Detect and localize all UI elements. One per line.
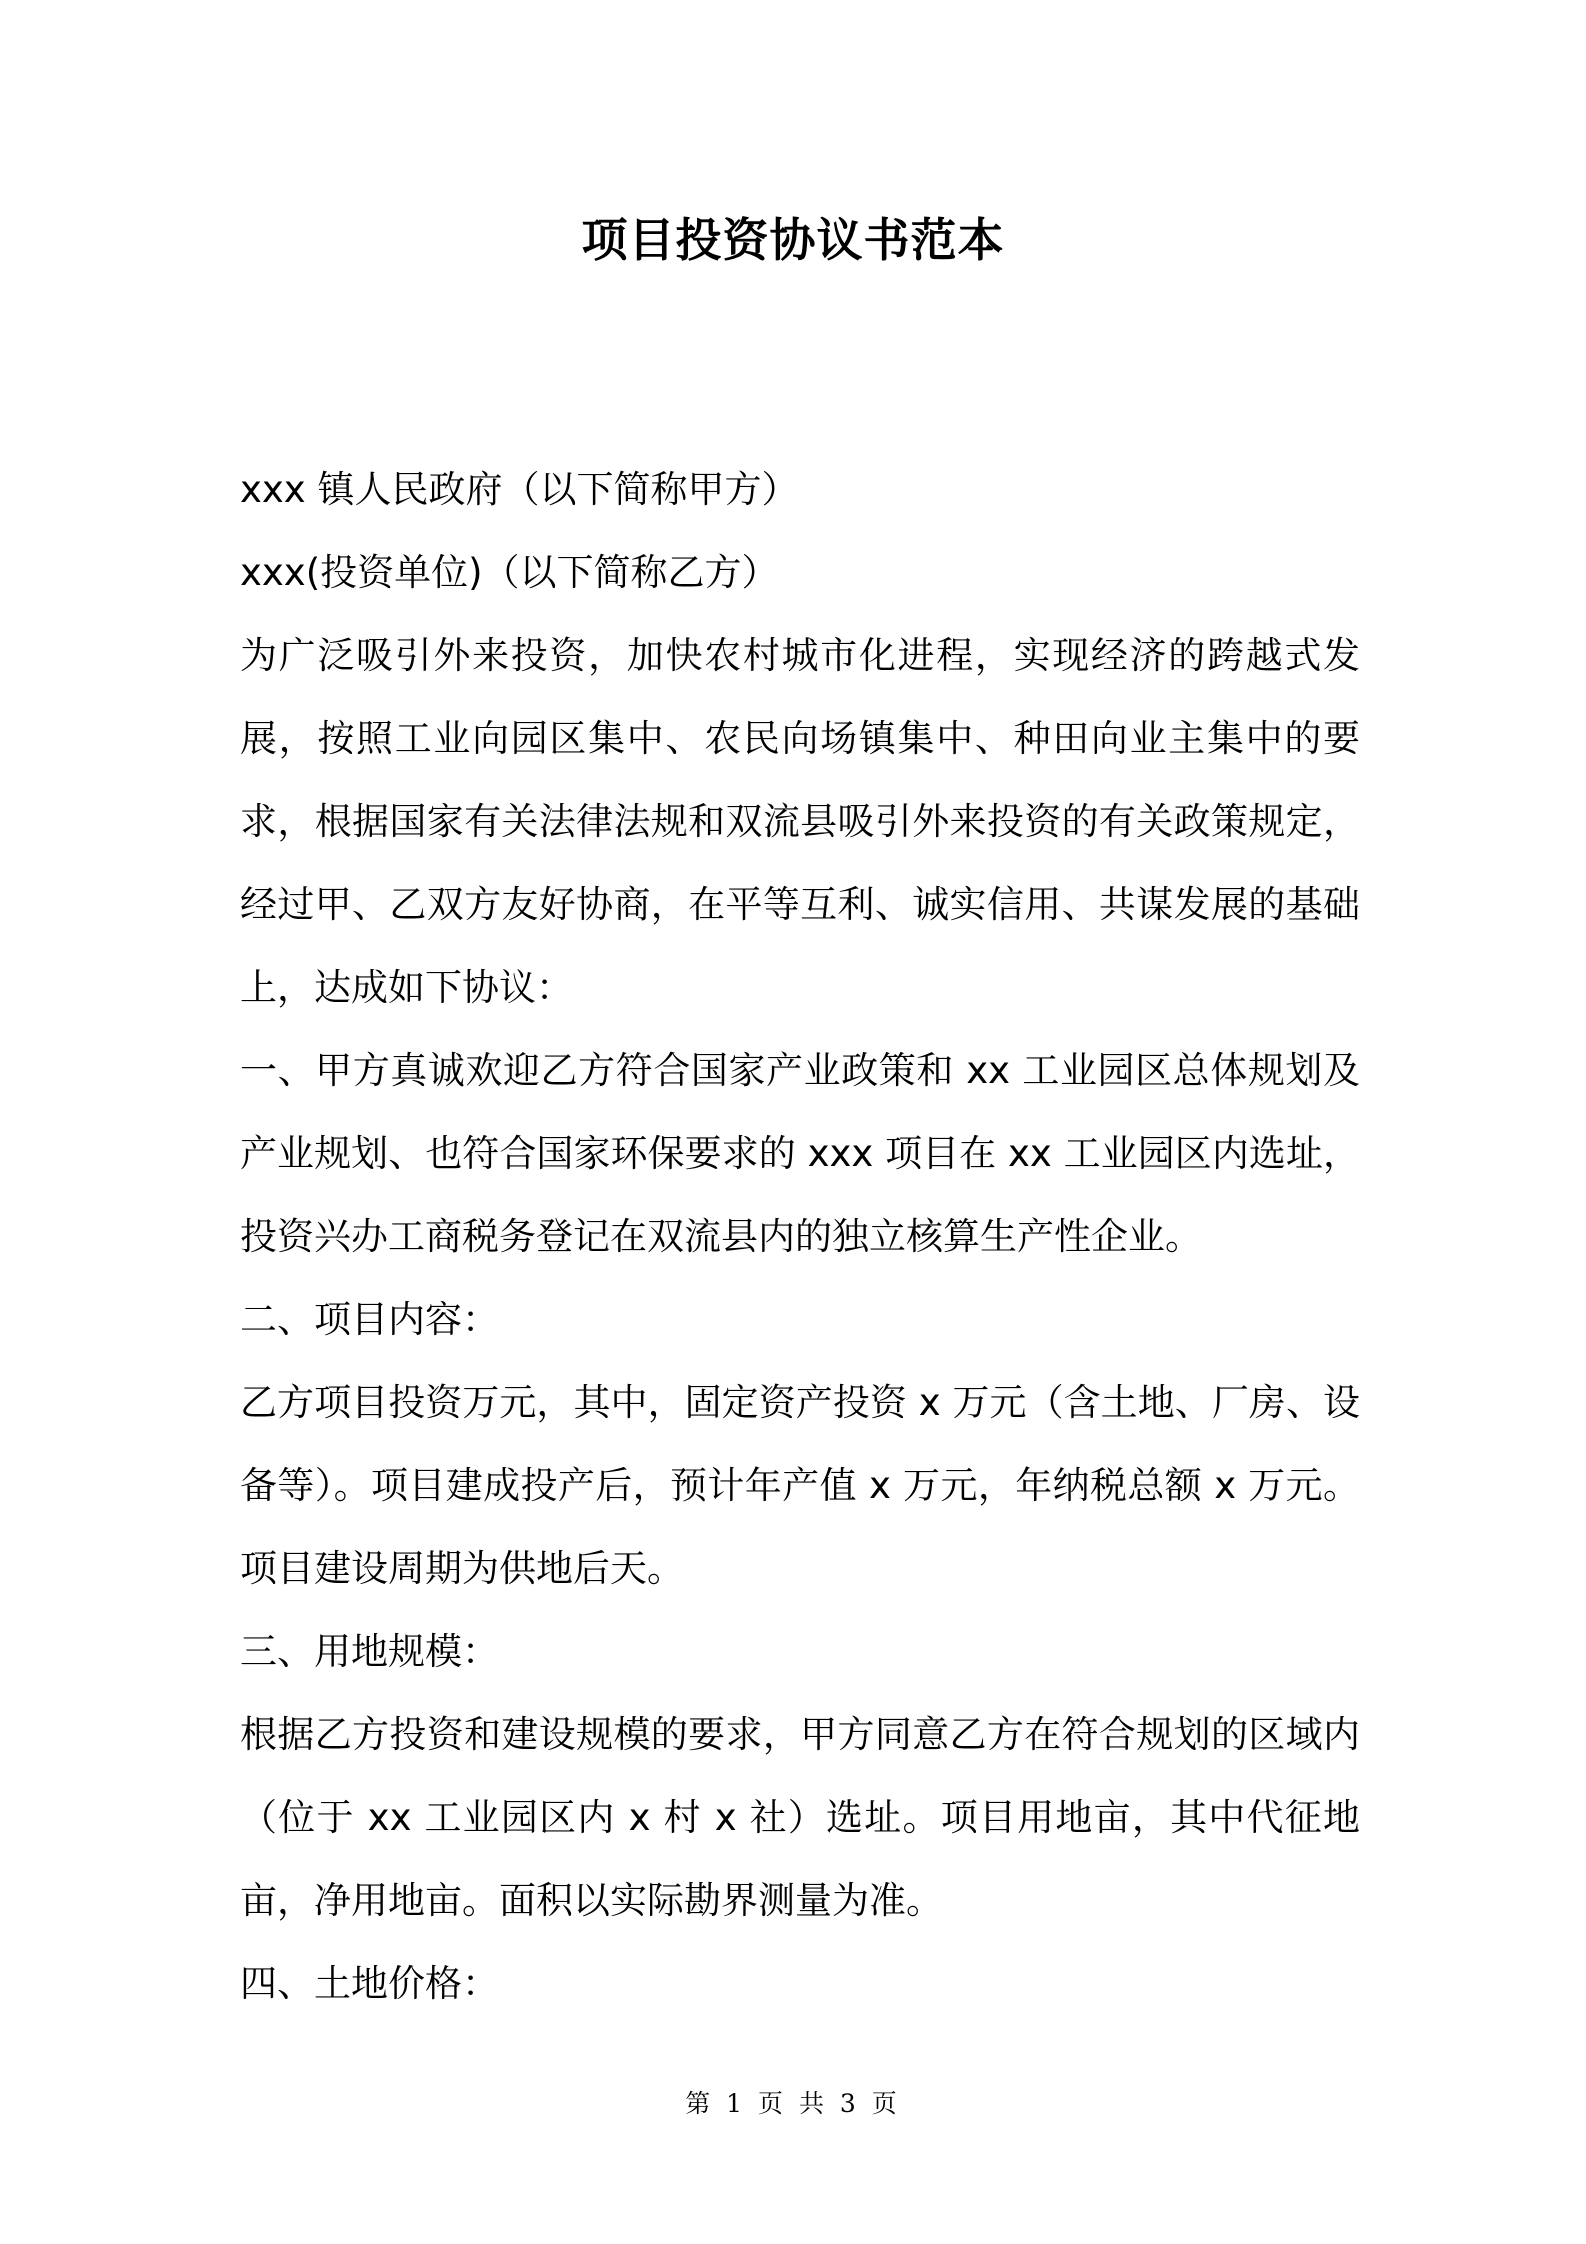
section-heading-land-price: 四、土地价格：: [240, 1962, 499, 2005]
project-content-paragraph: 乙方项目投资万元，其中，固定资产投资 x 万元（含土地、厂房、设备等）。项目建成投产后，预计年产值 x 万元，年纳税总额 x 万元。项目建设周期为供地后天。: [240, 1381, 1360, 1590]
preamble-paragraph: 为广泛吸引外来投资，加快农村城市化进程，实现经济的跨越式发展，按照工业向园区集中、农民向场镇集中、种田向业主集中的要求，根据国家有关法律法规和双流县吸引外来投资的有关政策规定，经过甲、乙双方友好协商，在平等互利、诚实信用、共谋发展的基础上，达成如下协议：: [240, 634, 1360, 1009]
land-scale-paragraph: 根据乙方投资和建设规模的要求，甲方同意乙方在符合规划的区域内（位于 xx 工业园区内 x 村 x 社）选址。项目用地亩，其中代征地亩，净用地亩。面积以实际勘界测量为准。: [240, 1713, 1360, 1922]
page-number-footer: 第 1 页 共 3 页: [685, 2089, 901, 2118]
section-heading-land-scale: 三、用地规模：: [240, 1630, 499, 1673]
party-b-line: xxx(投资单位)（以下简称乙方）: [240, 551, 779, 594]
document-body: [240, 448, 1360, 2025]
party-a-line: xxx 镇人民政府（以下简称甲方）: [240, 468, 799, 511]
document-title: 项目投资协议书范本: [581, 213, 1005, 267]
section-heading-project-content: 二、项目内容：: [240, 1298, 499, 1341]
clause-one-paragraph: 一、甲方真诚欢迎乙方符合国家产业政策和 xx 工业园区总体规划及产业规划、也符合国家环保要求的 xxx 项目在 xx 工业园区内选址，投资兴办工商税务登记在双流县内的独立核算生产性企业。: [240, 1049, 1360, 1258]
